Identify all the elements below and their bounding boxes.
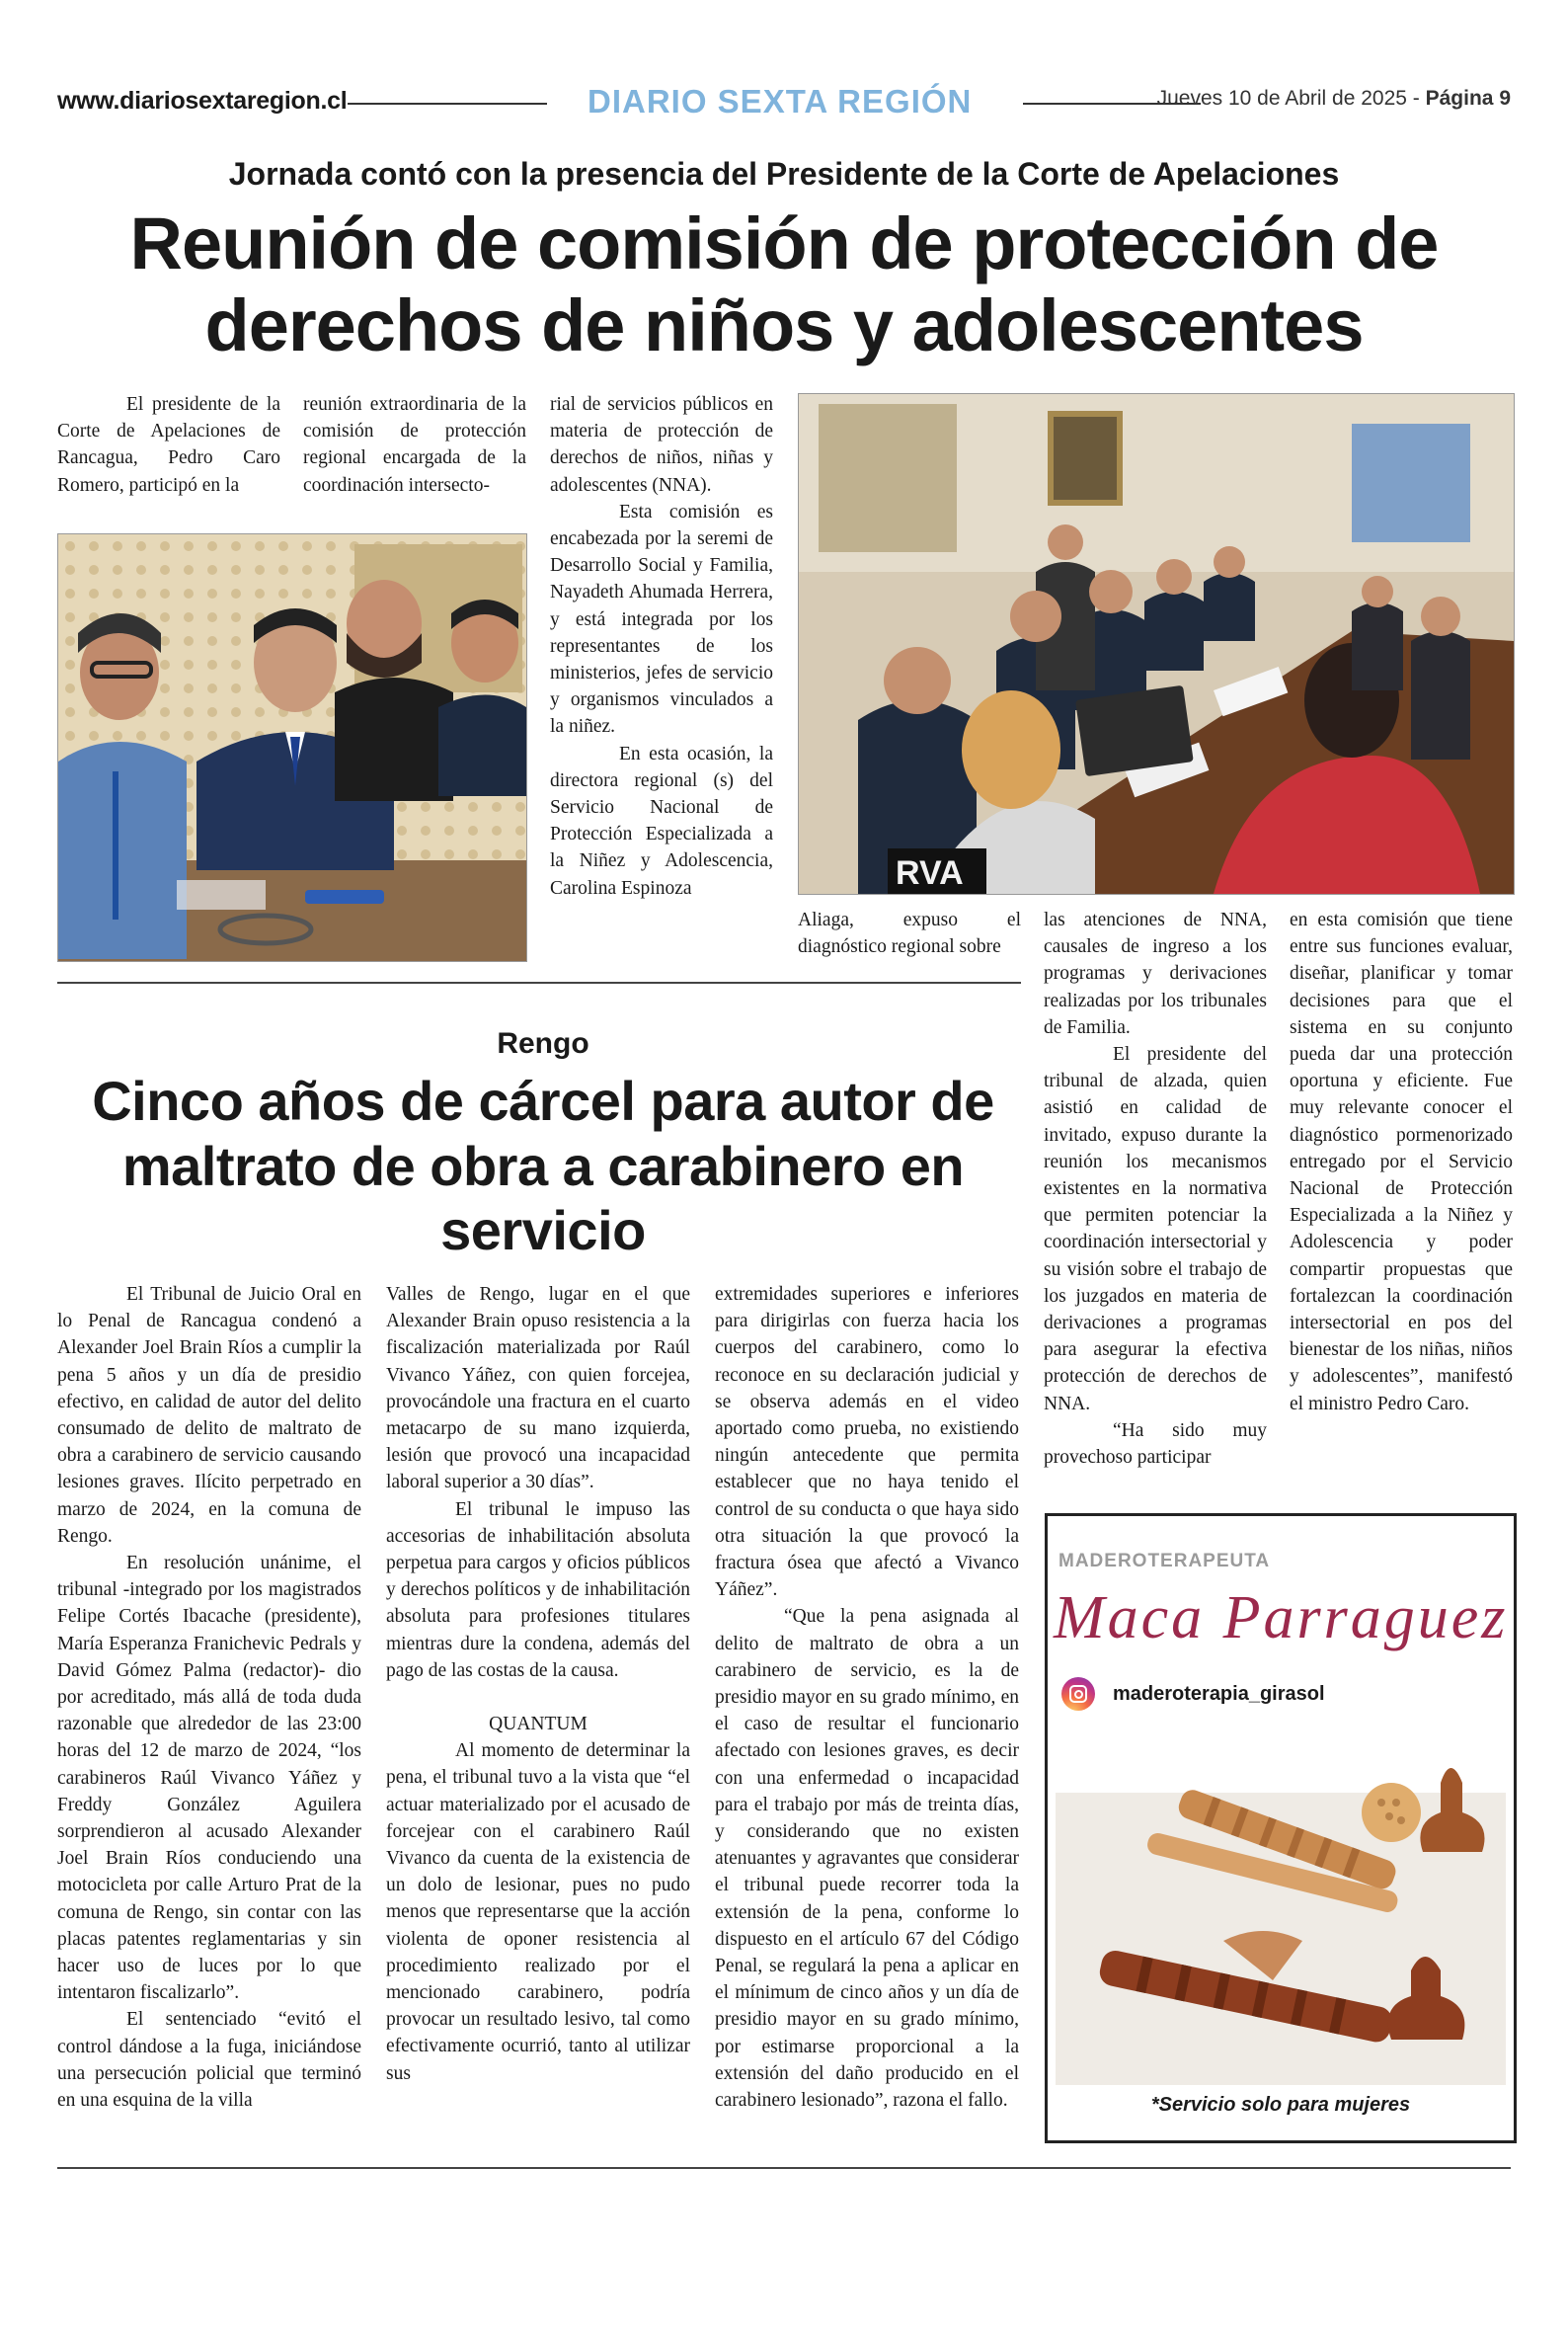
article2-column-1: El Tribunal de Juicio Oral en lo Penal de Rancagua condenó a Alexander Joel Brain Ríos a cumplir la pena 5 años y un día de presidio efectivo, en calidad de autor del delito consumado de delito de maltrato de obra a carabinero de servicio causando lesiones graves. Ilícito perpetrado en marzo de 2024, en la comuna de Rengo. En resolución unánime, el tribunal -integrado por los magistrados Felipe Cortés Ibacache (presidente), María Esperanza Franichevic Pedrals y David Gómez Palma (redactor)- dio por acreditado, más allá de toda duda razonable que alrededor de las 23:00 horas del 12 de marzo de 2024, “los carabineros Raúl Vivanco Yáñez y Freddy González Aguilera sorprendieron al acusado Alexander Joel Brain Ríos conduciendo una motocicleta por calle Arturo Prat de la comuna de Rengo, sin contar con las placas patentes reglamentarias y sin hacer uso de luces por lo que intentaron fiscalizarlo”. El sentenciado “evitó el control dándose a la fuga, iniciándose una persecución policial que terminó en una esquina de la villa xyxy=(57,1284,361,2112)
article2-kicker: Rengo xyxy=(497,1027,589,1060)
ad-instagram-row xyxy=(1061,1677,1325,1711)
article2-column-2: Valles de Rengo, lugar en el que Alexander Brain opuso resistencia a la fiscalización materializada por Raúl Vivanco Yáñez, con quien forcejea, provocándole una fractura en el cuarto metacarpo de su mano izquierda, lesión que provocó una incapacidad laboral superior a 30 días”. El tribunal le impuso las accesorias de inhabilitación absoluta perpetua para cargos y oficios públicos y derechos políticos y de inhabilitación absoluta para profesiones titulares mientras dure la condena, además del pago de las costas de la causa. QUANTUM Al momento de determinar la pena, el tribunal tuvo a la vista que “el actuar materializado por el acusado de forcejear con el carabinero Raúl Vivanco da cuenta de la existencia de un dolo de lesionar, pues no pudo menos que representarse que la acción violenta de oponer resistencia al procedimiento realizado por el mencionado carabinero, podría provocar un resultado lesivo, tal como efectivamente ocurrió, tanto al utilizar sus xyxy=(386,1284,690,2084)
article-separator xyxy=(57,982,1021,984)
article1-kicker: Jornada contó con la presencia del Presidente de la Corte de Apelaciones xyxy=(228,156,1340,192)
instagram-icon xyxy=(1061,1677,1095,1711)
page-number: Página 9 xyxy=(1425,87,1511,110)
article1-column-4: Aliaga, expuso el diagnóstico regional sobre xyxy=(798,910,1021,958)
ad-footer-note: *Servicio solo para mujeres xyxy=(1150,2094,1411,2116)
page-bottom-rule xyxy=(57,2167,1511,2169)
site-url: www.diariosextaregion.cl xyxy=(57,87,348,115)
nameplate-rva: RVA xyxy=(896,854,964,892)
newspaper-brand: DIARIO SEXTA REGIÓN xyxy=(588,83,973,120)
photo-officials-meeting xyxy=(57,533,527,962)
article1-column-5: las atenciones de NNA, causales de ingreso a los programas y derivaciones realizadas por los tribunales de Familia. El presidente del tribunal de alzada, quien asistió en calidad de invitado, expuso durante la reunión los mecanismos existentes en la normativa que permiten potenciar la coordinación intersectorial y su visión sobre el trabajo de los juzgados en materia de derivaciones a programas para asegurar la efectiva protección de derechos de NNA. “Ha sido muy provechoso participar xyxy=(1044,910,1267,1469)
article2-column-3: extremidades superiores e inferiores para dirigirlas con fuerza hacia los cuerpos del carabinero, como lo reconoce en su declaración judicial y se observa además en el video aportado como prueba, no existiendo ningún antecedente que permita establecer que no haya tenido el control de su conducta o que haya sido otra situación la que provocó la fractura ósea que afectó a Vivanco Yáñez”. “Que la pena asignada al delito de maltrato de obra a un carabinero de servicio, es la de presidio mayor en su grado mínimo, en el caso de resultar el funcionario afectado con lesiones graves, es decir con una enfermedad o incapacidad para el trabajo por más de treinta días, y considerando que no existen atenuantes y agravantes que considerar el tribunal puede recorrer toda la extensión de la pena, conforme lo dispuesto en el artículo 67 del Código Penal, se regulará la pena a aplicar en el mínimum de cinco años y un día de presidio mayor en su grado mínimo, por estimarse proporcional a la extensión del daño producido en el carabinero lesionado”, razona el fallo. xyxy=(715,1284,1019,2112)
ad-title: MADEROTERAPEUTA xyxy=(1058,1551,1271,1571)
ad-script-name: Maca Parraguez xyxy=(1054,1584,1509,1651)
article1-headline: Reunión de comisión de protección de derechos de niños y adolescentes xyxy=(129,202,1439,366)
header-divider xyxy=(348,103,547,105)
article1-column-1: El presidente de la Corte de Apelaciones de Rancagua, Pedro Caro Romero, participó en la xyxy=(57,394,280,496)
photo-officials-illustration xyxy=(58,534,526,961)
photo-commission-illustration xyxy=(799,394,1514,894)
article1-column-3: rial de servicios públicos en materia de protección de derechos de niños, niñas y adolescentes (NNA). Esta comisión es encabezada por la seremi de Desarrollo Social y Familia, Nayadeth Ahumada Herrera, y está integrada por los representantes de los ministerios, jefes de servicio y organismos vinculados a la niñez. En esta ocasión, la directora regional (s) del Servicio Nacional de Protección Especializada a la Niñez y Adolescencia, Carolina Espinoza xyxy=(550,394,773,899)
ad-instagram-handle: maderoterapia_girasol xyxy=(1113,1682,1325,1705)
advertisement-maderoterapia xyxy=(1045,1513,1517,2143)
photo-commission-meeting xyxy=(798,393,1515,895)
wooden-tools-illustration xyxy=(1056,1714,1506,2085)
article2-headline: Cinco años de cárcel para autor de maltrato de obra a carabinero en servicio xyxy=(92,1070,994,1262)
issue-date: Jueves 10 de Abril de 2025 - Página 9 xyxy=(1156,87,1511,110)
article1-column-6: en esta comisión que tiene entre sus funciones evaluar, diseñar, planificar y tomar decisiones para que el sistema en su conjunto pueda dar una protección oportuna y eficiente. Fue muy relevante conocer el diagnóstico pormenorizado entregado por el Servicio Nacional de Protección Especializada a la Niñez y Adolescencia y poder compartir propuestas que fortalezcan la coordinación intersectorial en pos del bienestar de los niñas, niños y adolescentes”, manifestó el ministro Pedro Caro. xyxy=(1290,910,1513,1414)
section-subhead: QUANTUM xyxy=(489,1714,588,1735)
article1-column-2: reunión extraordinaria de la comisión de protección regional encargada de la coordinación intersecto- xyxy=(303,394,526,496)
